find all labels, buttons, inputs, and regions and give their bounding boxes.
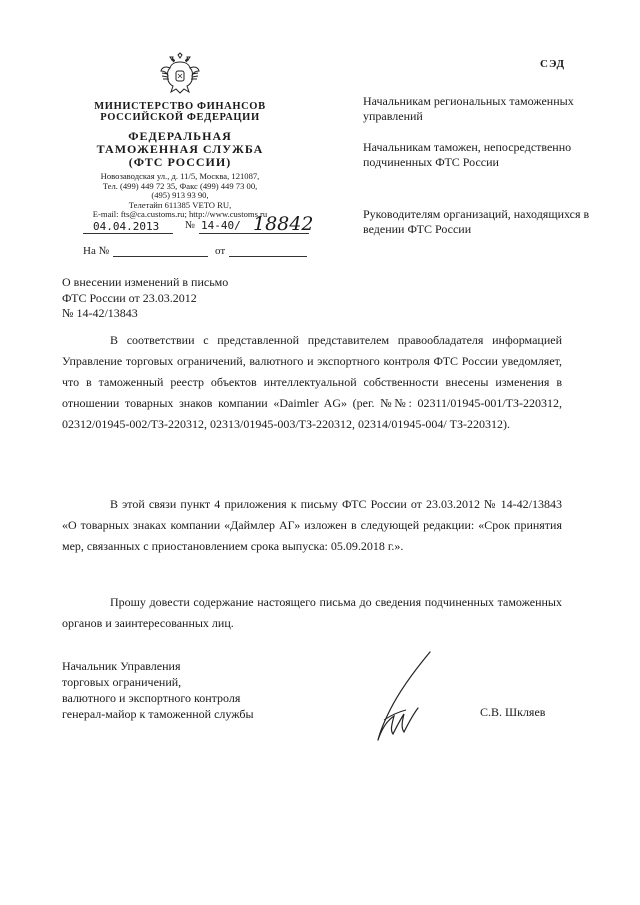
signatory-name: С.В. Шкляев: [480, 705, 546, 719]
registration-date: 04.04.2013: [93, 220, 160, 233]
service-line-2: ТАМОЖЕННАЯ СЛУЖБА: [96, 142, 264, 156]
date-underline: [83, 233, 173, 234]
reference-row: [83, 245, 323, 257]
reference-number-line: [113, 256, 208, 257]
signatory-title: [62, 658, 322, 722]
addressee-3: Руководителям организаций, находящихся в ведении ФТС России: [363, 207, 590, 236]
service-line-1: ФЕДЕРАЛЬНАЯ: [128, 129, 232, 143]
letter-subject: [62, 275, 322, 322]
address-line-1: Новозаводская ул., д. 11/5, Москва, 121087,: [100, 171, 260, 181]
address-line-4: Телетайп 611385 VETO RU,: [128, 199, 232, 210]
coat-of-arms-emblem: [158, 52, 202, 96]
ministry-name: [60, 101, 300, 123]
service-name: [60, 130, 300, 169]
number-label: №: [185, 220, 196, 231]
signatory-title-line-4: генерал-майор к таможенной службы: [62, 707, 254, 721]
ministry-line-2: РОССИЙСКОЙ ФЕДЕРАЦИИ: [100, 112, 260, 123]
handwritten-signature: [360, 650, 450, 745]
signatory-title-line-3: валютного и экспортного контроля: [62, 691, 241, 705]
reference-from-label: от: [215, 245, 226, 257]
body-paragraph-1: В соответствии с представленной представителем правообладателя информацией Управление торговых ограничений, валютного и экспортного контроля ФТС России уведомляет, что в таможенный реестр объектов интеллектуальной собственности внесены изменения в отношении товарных знаков компании «Daimler AG» (рег. №№: 02311/01945-001/ТЗ-220312, 02312/01945-002/ТЗ-220312, 02313/01945-003/ТЗ-220312, 02314/01945-004/ ТЗ-220312).: [62, 333, 562, 431]
registration-number-handwritten: 18842: [253, 213, 314, 235]
address-line-5: E-mail: fts@ca.customs.ru; http://www.customs.ru: [92, 209, 268, 220]
subject-line-3: № 14-42/13843: [62, 306, 138, 320]
address-line-3: (495) 913 93 90,: [151, 190, 209, 201]
body-paragraph-3: Прошу довести содержание настоящего письма до сведения подчиненных таможенных органов и заинтересованных лиц.: [62, 595, 562, 630]
addressee-2: Начальникам таможен, непосредственно подчиненных ФТС России: [363, 140, 572, 169]
ministry-line-1: МИНИСТЕРСТВО ФИНАНСОВ: [94, 101, 266, 112]
signatory-title-line-1: Начальник Управления: [62, 659, 181, 673]
subject-line-1: О внесении изменений в письмо: [62, 275, 229, 289]
address-line-2: Тел. (499) 449 72 35, Факс (499) 449 73 00,: [102, 180, 258, 191]
registration-number-prefix: 14-40/: [201, 219, 241, 232]
body-paragraph-2: В этой связи пункт 4 приложения к письму ФТС России от 23.03.2012 № 14-42/13843 «О товарных знаках компании «Даймлер АГ» изложен в следующей редакции: «Срок принятия мер, связанных с приостановлением срока выпуска: 05.09.2018 г.».: [62, 497, 562, 553]
service-line-3: (ФТС РОССИИ): [128, 155, 232, 169]
reference-date-line: [229, 256, 307, 257]
signatory-title-line-2: торговых ограничений,: [62, 675, 182, 689]
sed-stamp: СЭД: [540, 58, 566, 70]
number-underline: [199, 233, 309, 234]
subject-line-2: ФТС России от 23.03.2012: [62, 290, 197, 305]
reference-label: На №: [83, 245, 110, 257]
addressee-1: Начальникам региональных таможенных управлений: [363, 94, 574, 123]
